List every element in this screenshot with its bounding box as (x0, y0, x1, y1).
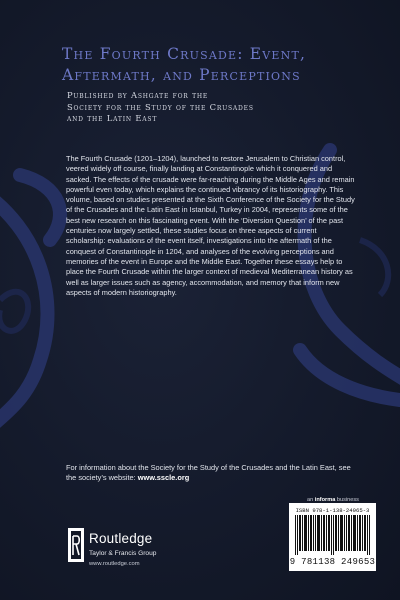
title-line: Aftermath, and Perceptions (62, 66, 301, 84)
publisher-name: Routledge (89, 531, 153, 546)
society-website-link[interactable]: www.sscle.org (137, 473, 190, 483)
barcode-digits: 9 781138 249653 (289, 557, 376, 567)
routledge-logo-icon (68, 528, 84, 562)
published-for-statement (67, 90, 367, 125)
informa-brand: informa (314, 497, 336, 503)
book-title (62, 44, 382, 86)
informa-prefix: an (307, 497, 314, 503)
book-description: The Fourth Crusade (1201–1204), launched to restore Jerusalem to Christian control, veered widely off course, finally landing at Constantinople which it conquered and sacked. The effects of the crusade were far-reaching during the Middle Ages and remain powerful even today, which explains the continued vibrancy of its historiography. This volume, based on studies presented at the Sixth Conference of the Society for the Study of the Crusades and the Latin East in Istanbul, Turkey in 2004, represents some of the best new research on this fascinating event. With the ‘Diversion Question’ of the past centuries now largely settled, these studies focus on three aspects of current scholarship: evaluations of the event itself, investigations into the aftermath of the conquest of Constantinople in 1204, and analyses of the evolving perceptions and memories of the event in Europe and the Middle East. Together these essays help to place the Fourth Crusade within the larger context of medieval Mediterranean history as well as larger issues such as agency, accommodation, and memory that inform new aspects of modern historiography. (66, 154, 355, 297)
title-line: The Fourth Crusade: Event, (62, 45, 307, 63)
barcode-icon (295, 515, 370, 555)
publisher-line: Published by Ashgate for the (67, 90, 209, 100)
barcode-panel (289, 503, 376, 571)
publisher-line: and the Latin East (67, 113, 158, 123)
society-info (66, 463, 356, 484)
publisher-website-link[interactable]: www.routledge.com (89, 561, 140, 567)
informa-suffix: business (336, 497, 359, 503)
publisher-group: Taylor & Francis Group (89, 550, 157, 557)
isbn-text: ISBN 978-1-138-24965-3 (295, 507, 370, 514)
society-info-text: For information about the Society for the Study of the Crusades and the Latin East, see the society’s website: (66, 463, 351, 483)
publisher-line: Society for the Study of the Crusades (67, 101, 254, 112)
